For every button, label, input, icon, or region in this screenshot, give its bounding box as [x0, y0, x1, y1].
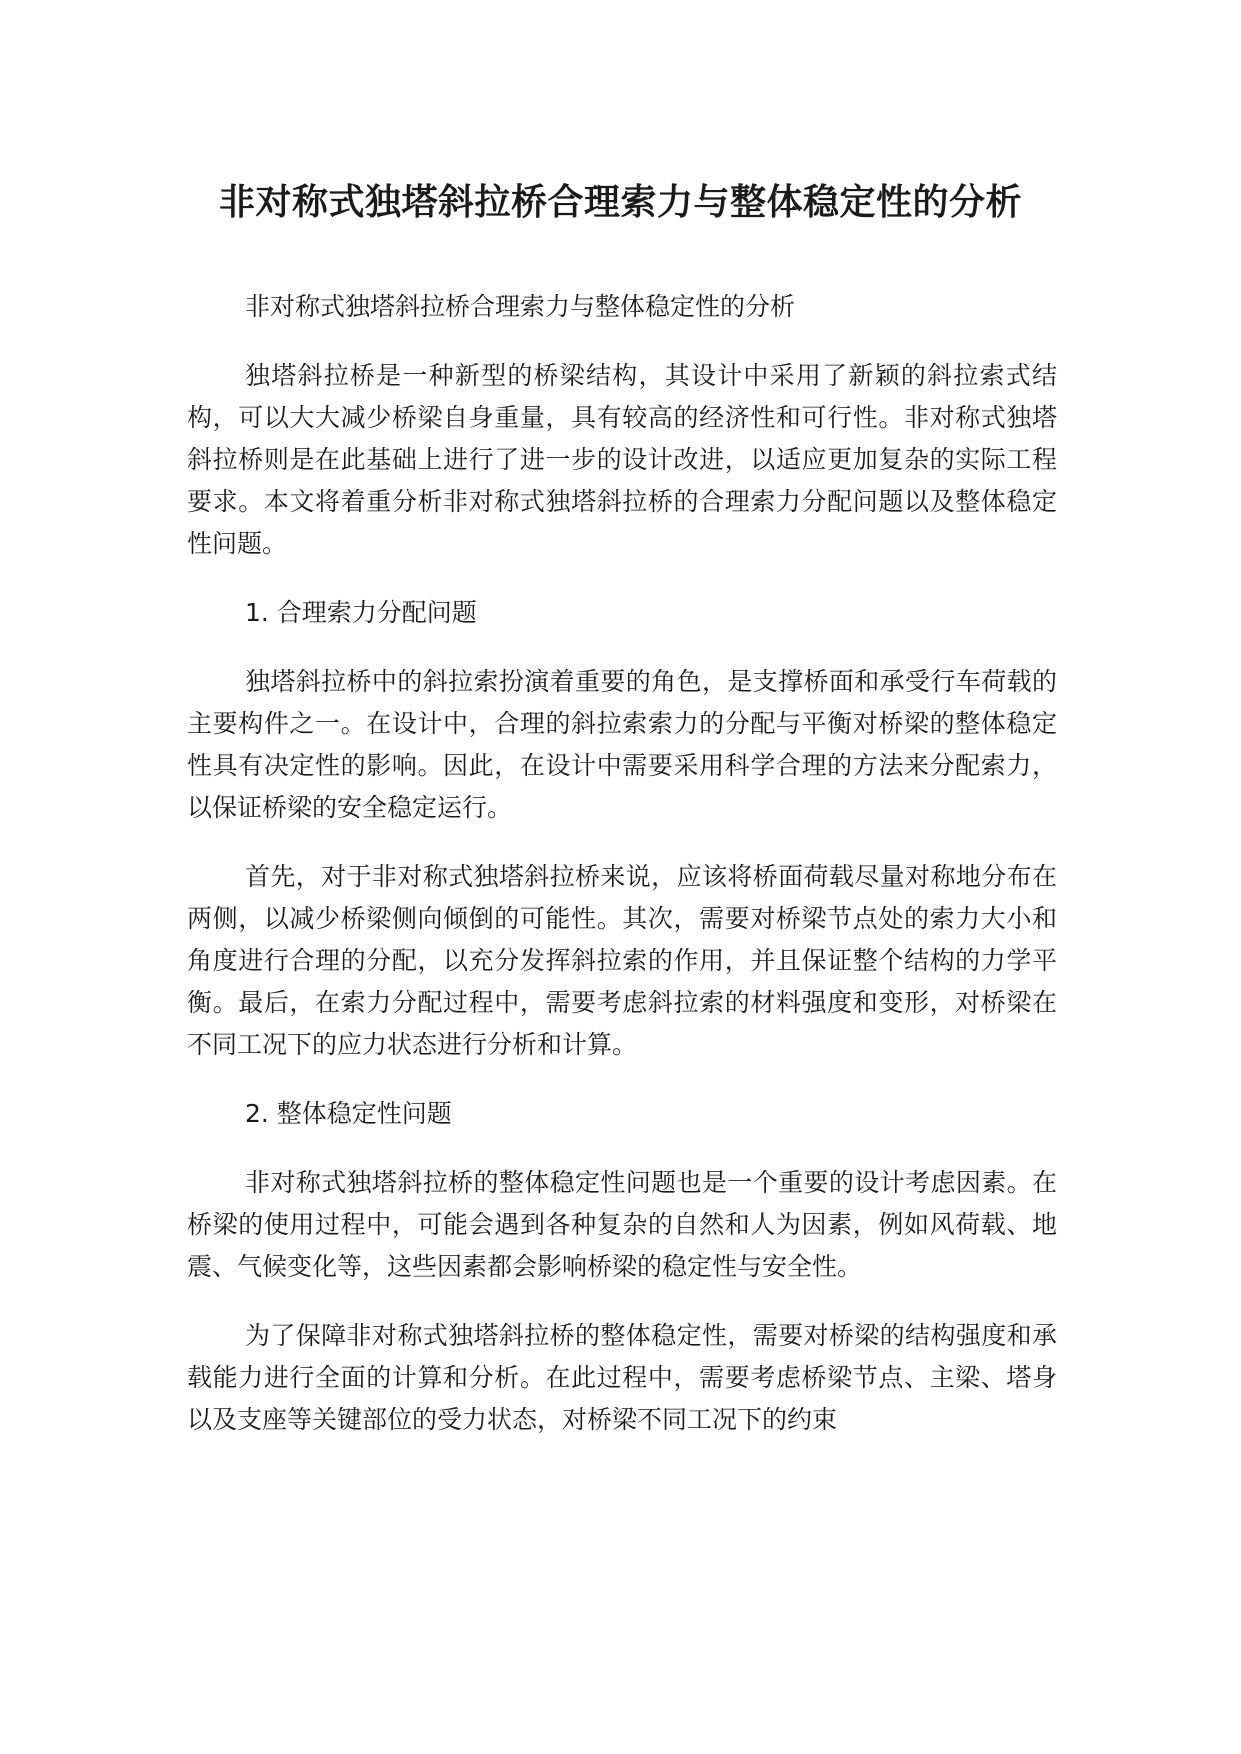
- section-heading-2: 2. 整体稳定性问题: [245, 1099, 452, 1128]
- section-heading-1: 1. 合理索力分配问题: [245, 598, 477, 627]
- document-title: 非对称式独塔斜拉桥合理索力与整体稳定性的分析: [218, 182, 1022, 223]
- section-2-paragraph-1: 非对称式独塔斜拉桥的整体稳定性问题也是一个重要的设计考虑因素。在桥梁的使用过程中，可能会遇到各种复杂的自然和人为因素，例如风荷载、地震、气候变化等，这些因素都会影响桥梁的稳定性与安全性。: [187, 1168, 1057, 1281]
- subtitle-paragraph: 非对称式独塔斜拉桥合理索力与整体稳定性的分析: [245, 292, 796, 321]
- section-1-paragraph-1: 独塔斜拉桥中的斜拉索扮演着重要的角色，是支撑桥面和承受行车荷载的主要构件之一。在设计中，合理的斜拉索索力的分配与平衡对桥梁的整体稳定性具有决定性的影响。因此，在设计中需要采用科学合理的方法来分配索力，以保证桥梁的安全稳定运行。: [187, 667, 1057, 822]
- document-body: [187, 286, 1057, 1468]
- section-2-paragraph-2: 为了保障非对称式独塔斜拉桥的整体稳定性，需要对桥梁的结构强度和承载能力进行全面的计算和分析。在此过程中，需要考虑桥梁节点、主梁、塔身以及支座等关键部位的受力状态，对桥梁不同工况下的约束: [187, 1321, 1057, 1434]
- intro-paragraph: 独塔斜拉桥是一种新型的桥梁结构，其设计中采用了新颖的斜拉索式结构，可以大大减少桥梁自身重量，具有较高的经济性和可行性。非对称式独塔斜拉桥则是在此基础上进行了进一步的设计改进，以适应更加复杂的实际工程要求。本文将着重分析非对称式独塔斜拉桥的合理索力分配问题以及整体稳定性问题。: [187, 361, 1057, 558]
- section-1-paragraph-2: 首先，对于非对称式独塔斜拉桥来说，应该将桥面荷载尽量对称地分布在两侧，以减少桥梁侧向倾倒的可能性。其次，需要对桥梁节点处的索力大小和角度进行合理的分配，以充分发挥斜拉索的作用，并且保证整个结构的力学平衡。最后，在索力分配过程中，需要考虑斜拉索的材料强度和变形，对桥梁在不同工况下的应力状态进行分析和计算。: [187, 862, 1057, 1059]
